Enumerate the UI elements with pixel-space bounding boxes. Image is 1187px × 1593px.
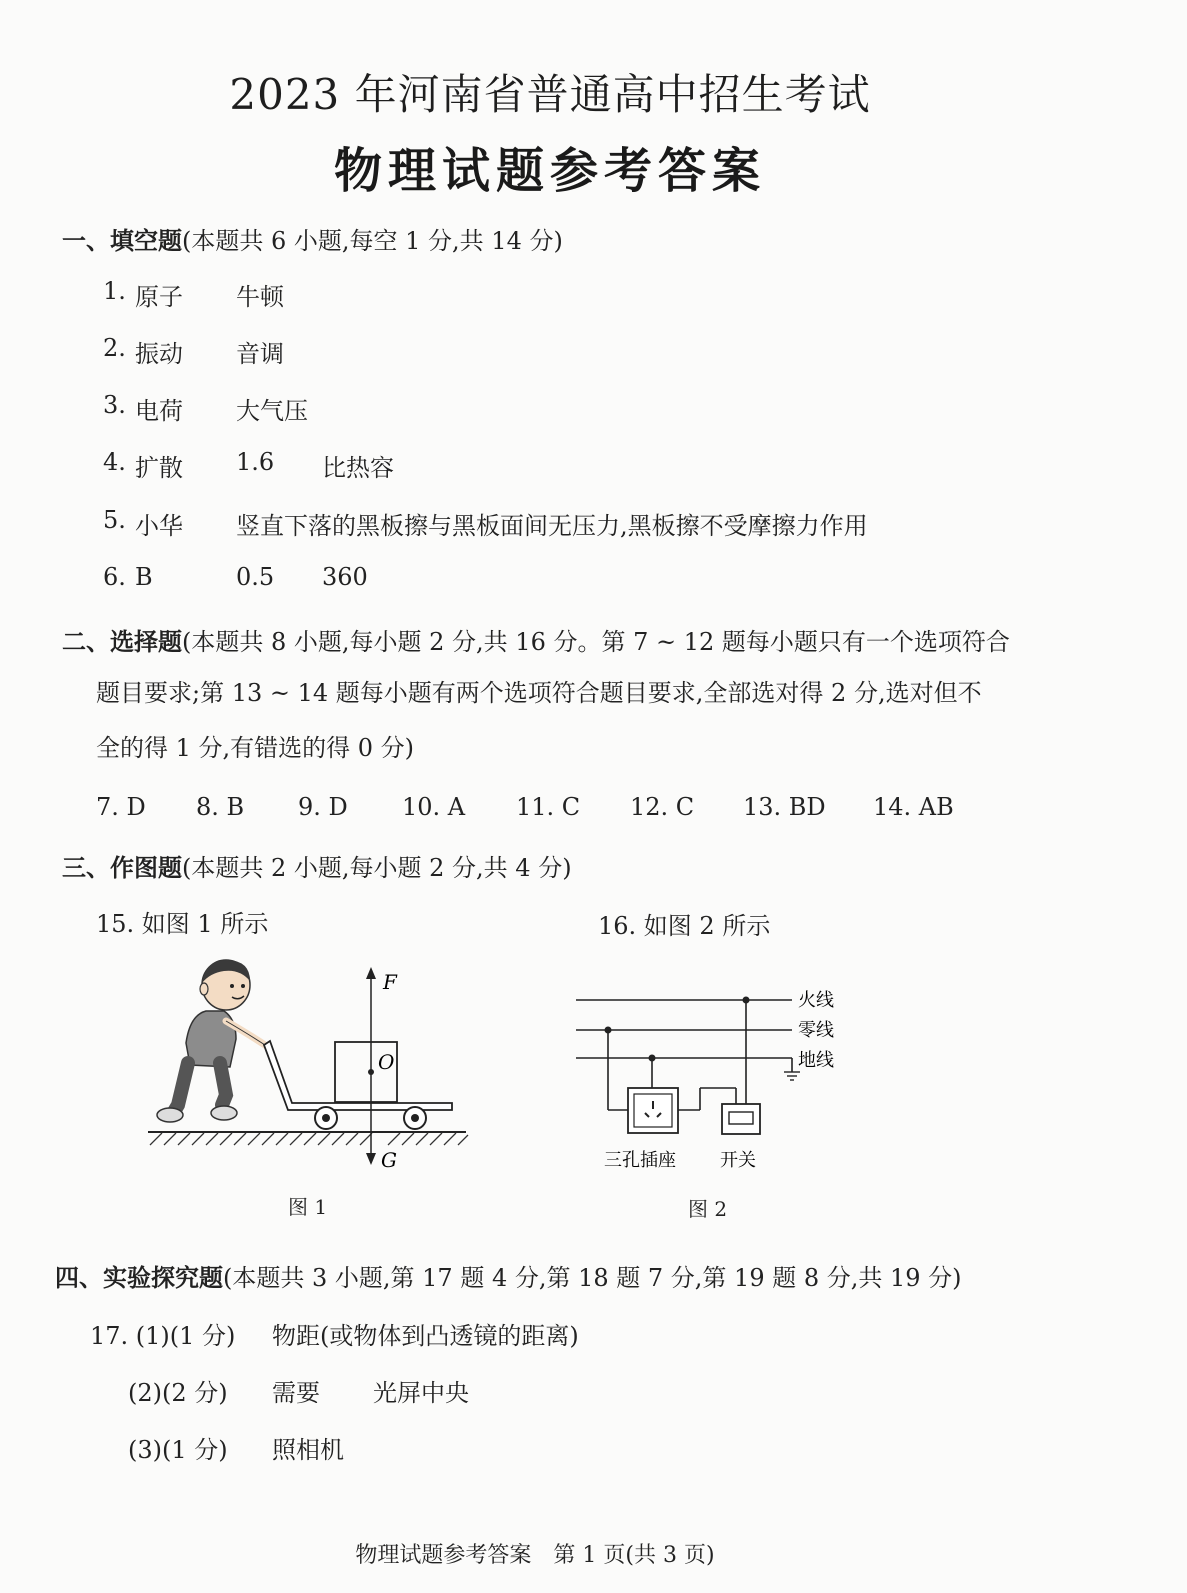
q17-part-2-answer-1: 需要	[272, 1379, 320, 1407]
q3-answer-1: 电荷	[135, 397, 183, 425]
q16-answer: 16. 如图 2 所示	[598, 912, 771, 940]
q5-answer-2: 竖直下落的黑板擦与黑板面间无压力,黑板擦不受摩擦力作用	[236, 512, 868, 540]
cart	[264, 1041, 452, 1129]
label-socket: 三孔插座	[604, 1150, 676, 1171]
q1-answer-2: 牛顿	[236, 283, 284, 311]
section-4-heading: 四、实验探究题	[55, 1263, 223, 1292]
q4-answer-3: 比热容	[322, 454, 394, 482]
q5-answer-1: 小华	[135, 512, 183, 540]
section-2-header-line-1	[62, 622, 1010, 657]
section-2-note-line-3: 全的得 1 分,有错选的得 0 分)	[96, 734, 415, 762]
three-hole-socket	[628, 1088, 678, 1133]
label-O: O	[378, 1050, 395, 1074]
choice-answer: 9. D	[298, 793, 348, 821]
circuit-wires	[576, 1000, 792, 1110]
section-2-note-line-2: 题目要求;第 13 ~ 14 题每小题有两个选项符合题目要求,全部选对得 2 分,选对但不	[96, 679, 982, 707]
q6-answer-2: 0.5	[236, 563, 275, 591]
q17-part-1-answer: 物距(或物体到凸透镜的距离)	[272, 1322, 579, 1350]
section-3-heading: 三、作图题	[62, 853, 182, 882]
page-footer: 物理试题参考答案 第 1 页(共 3 页)	[355, 1543, 715, 1568]
q17-part-3-answer: 照相机	[272, 1436, 344, 1464]
q6-answer-1: B	[135, 563, 153, 591]
label-switch: 开关	[720, 1150, 756, 1171]
label-neutral-wire: 零线	[798, 1020, 834, 1041]
section-3-header	[62, 848, 572, 883]
label-live-wire: 火线	[798, 990, 834, 1011]
figure-2	[570, 980, 860, 1180]
section-4-note: (本题共 3 小题,第 17 题 4 分,第 18 题 7 分,第 19 题 8 分,共 19 分)	[223, 1264, 962, 1292]
q17-part-2-answer-2: 光屏中央	[373, 1379, 469, 1407]
q3-answer-2: 大气压	[236, 397, 308, 425]
section-1-heading: 一、填空题	[62, 226, 182, 255]
boy-figure	[157, 960, 268, 1122]
q5-number: 5.	[103, 506, 126, 534]
q3-number: 3.	[103, 391, 126, 419]
q17-part-2-label: (2)(2 分)	[128, 1379, 228, 1407]
section-1-header	[62, 221, 563, 256]
choice-answer: 8. B	[196, 793, 245, 821]
ground-surface	[148, 1132, 468, 1145]
choice-answer: 10. A	[402, 793, 466, 821]
label-ground-wire: 地线	[798, 1050, 834, 1071]
q1-answer-1: 原子	[135, 283, 183, 311]
q4-number: 4.	[103, 448, 126, 476]
choice-answer: 7. D	[96, 793, 146, 821]
force-arrows	[366, 967, 376, 1165]
q17-part-1-label: 17. (1)(1 分)	[90, 1322, 236, 1350]
q2-answer-1: 振动	[135, 340, 183, 368]
q2-number: 2.	[103, 334, 126, 362]
switch	[722, 1104, 760, 1134]
q4-answer-1: 扩散	[135, 454, 183, 482]
label-F: F	[383, 970, 397, 994]
choice-answer: 13. BD	[743, 793, 826, 821]
q1-number: 1.	[103, 277, 126, 305]
section-1-note: (本题共 6 小题,每空 1 分,共 14 分)	[182, 227, 563, 255]
figure-1	[140, 955, 480, 1185]
section-2-note-line-1: (本题共 8 小题,每小题 2 分,共 16 分。第 7 ~ 12 题每小题只有一个选项符合	[182, 628, 1010, 656]
ground-symbol	[784, 1072, 800, 1080]
section-4-header	[55, 1258, 962, 1293]
q6-number: 6.	[103, 563, 126, 591]
section-3-note: (本题共 2 小题,每小题 2 分,共 4 分)	[182, 854, 572, 882]
choice-answer: 14. AB	[873, 793, 954, 821]
choice-answer: 11. C	[516, 793, 581, 821]
exam-title: 2023 年河南省普通高中招生考试	[229, 70, 871, 119]
choice-answer: 12. C	[630, 793, 695, 821]
q6-answer-3: 360	[322, 563, 368, 591]
label-G: G	[381, 1148, 397, 1172]
section-2-heading: 二、选择题	[62, 627, 182, 656]
exam-subtitle: 物理试题参考答案	[333, 143, 766, 199]
q2-answer-2: 音调	[236, 340, 284, 368]
junction-dots	[605, 997, 750, 1062]
q4-answer-2: 1.6	[236, 448, 275, 476]
q17-part-3-label: (3)(1 分)	[128, 1436, 228, 1464]
q15-answer: 15. 如图 1 所示	[96, 910, 269, 938]
figure-2-caption: 图 2	[688, 1197, 728, 1221]
figure-1-caption: 图 1	[288, 1195, 328, 1219]
